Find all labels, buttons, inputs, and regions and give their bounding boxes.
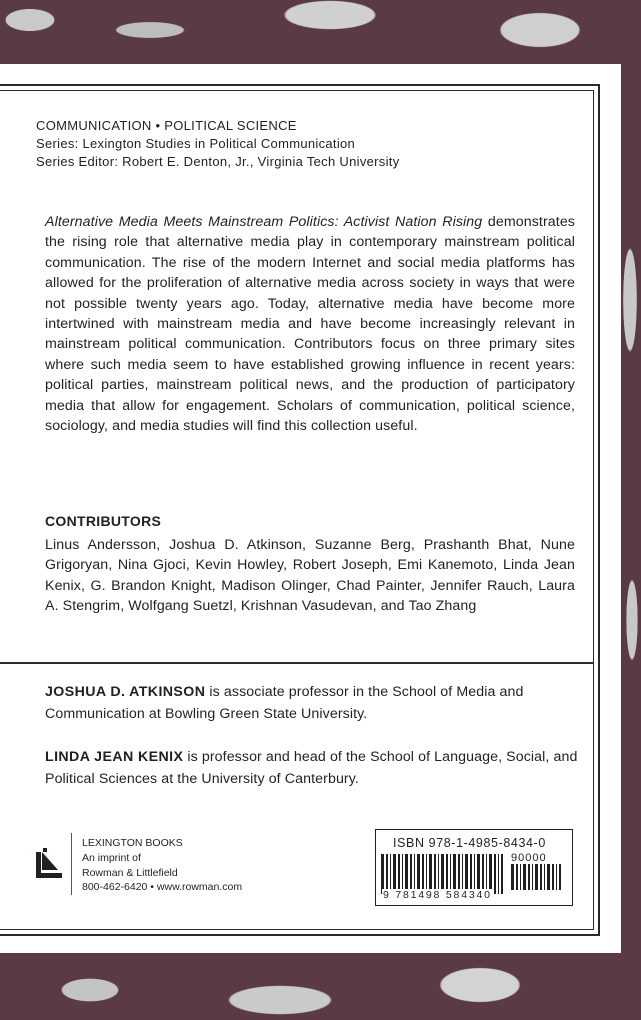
barcode-stripe (528, 864, 530, 890)
publisher-rule (71, 833, 72, 895)
barcode-stripe (422, 854, 424, 894)
category-line: COMMUNICATION • POLITICAL SCIENCE (36, 118, 297, 133)
price-code: 90000 (511, 852, 547, 864)
publisher-imprint: An imprint of (82, 851, 141, 864)
isbn-text: ISBN 978-1-4985-8434-0 (393, 836, 546, 850)
ean-barcode (381, 854, 503, 894)
barcode-stripe (390, 854, 391, 894)
barcode-stripe (540, 864, 542, 890)
book-description (45, 212, 575, 436)
bio-text: is associate professor in the School of Media and Communication at Bowling Green State University. (45, 684, 524, 722)
barcode-stripe (498, 854, 499, 894)
barcode-stripe (477, 854, 480, 894)
ean-number: 9 781498 584340 (383, 889, 492, 901)
bio-name: JOSHUA D. ATKINSON (45, 684, 206, 700)
barcode-stripe (429, 854, 432, 894)
editor-bio-kenix (45, 747, 585, 790)
barcode-stripe (489, 854, 492, 894)
barcode-stripe (386, 854, 388, 894)
barcode-stripe (494, 854, 496, 894)
barcode-stripe (414, 854, 415, 894)
barcode-stripe (441, 854, 444, 894)
barcode-stripe (453, 854, 456, 894)
price-barcode (511, 864, 561, 890)
contributors-list: Linus Andersson, Joshua D. Atkinson, Suzanne Berg, Prashanth Bhat, Nune Grigoryan, Nina Gjoci, Kevin Howley, Robert Joseph, Emi Kanemoto, Linda Jean Kenix, G. Brandon Knight, Madison Olinger, Chad Painter, Jennifer Rauch, Laura A. Stengrim, Wolfgang Suetzl, Krishnan Vasudevan, and Tao Zhang (45, 537, 575, 615)
barcode-stripe (417, 854, 420, 894)
barcode-stripe (535, 864, 538, 890)
editor-bio-atkinson (45, 682, 585, 725)
bio-name: LINDA JEAN KENIX (45, 749, 184, 765)
barcode-stripe (458, 854, 460, 894)
barcode-stripe (426, 854, 427, 894)
barcode-stripe (470, 854, 472, 894)
barcode-stripe (446, 854, 448, 894)
barcode-stripe (559, 864, 561, 890)
barcode-stripe (547, 864, 550, 890)
barcode-stripe (532, 864, 533, 890)
barcode-stripe (552, 864, 554, 890)
bio-text: is professor and head of the School of Language, Social, and Political Sciences at the University of Canterbury. (45, 749, 578, 787)
barcode-stripe (434, 854, 436, 894)
book-title: Alternative Media Meets Mainstream Politics: Activist Nation Rising (45, 214, 483, 230)
barcode-stripe (402, 854, 403, 894)
section-divider (0, 662, 594, 664)
editor-line: Series Editor: Robert E. Denton, Jr., Virginia Tech University (36, 154, 400, 169)
barcode-stripe (405, 854, 408, 894)
barcode-stripe (450, 854, 451, 894)
barcode-stripe (486, 854, 487, 894)
barcode-stripe (482, 854, 484, 894)
barcode-stripe (544, 864, 545, 890)
barcode-stripe (501, 854, 503, 894)
barcode-stripe (462, 854, 463, 894)
barcode-stripe (474, 854, 475, 894)
publisher-name: LEXINGTON BOOKS (82, 837, 183, 849)
barcode-stripe (410, 854, 412, 894)
barcode-stripe (556, 864, 557, 890)
barcode-stripe (393, 854, 396, 894)
description-body: demonstrates the rising role that alternative media play in contemporary mainstream political communication. The rise of the modern Internet and social media platforms has allowed for the proliferation of alternative media across society in ways that were not possible twenty years ago. Today, alternative media have become more intertwined with mainstream media and have become increasingly relevant in mainstream political communication. Contributors focus on three primary sites where such media seem to have established growing influence in recent years: political parties, mainstream political news, and the production of participatory media that allow for engagement. Scholars of communication, political science, sociology, and media studies will find this collection useful. (45, 214, 575, 435)
barcode-stripe (523, 864, 526, 890)
barcode-stripe (511, 864, 514, 890)
barcode-stripe (381, 854, 384, 894)
series-line: Series: Lexington Studies in Political Communication (36, 136, 356, 151)
barcode-stripe (520, 864, 521, 890)
publisher-contact: 800-462-6420 • www.rowman.com (82, 881, 243, 894)
series-header (36, 117, 400, 171)
barcode-stripe (398, 854, 400, 894)
lexington-logo-icon (34, 846, 64, 880)
barcode-stripe (438, 854, 439, 894)
publisher-parent: Rowman & Littlefield (82, 866, 178, 879)
contributors-heading: CONTRIBUTORS (45, 513, 162, 529)
publisher-info (82, 836, 242, 895)
barcode-stripe (516, 864, 518, 890)
barcode-stripe (465, 854, 468, 894)
